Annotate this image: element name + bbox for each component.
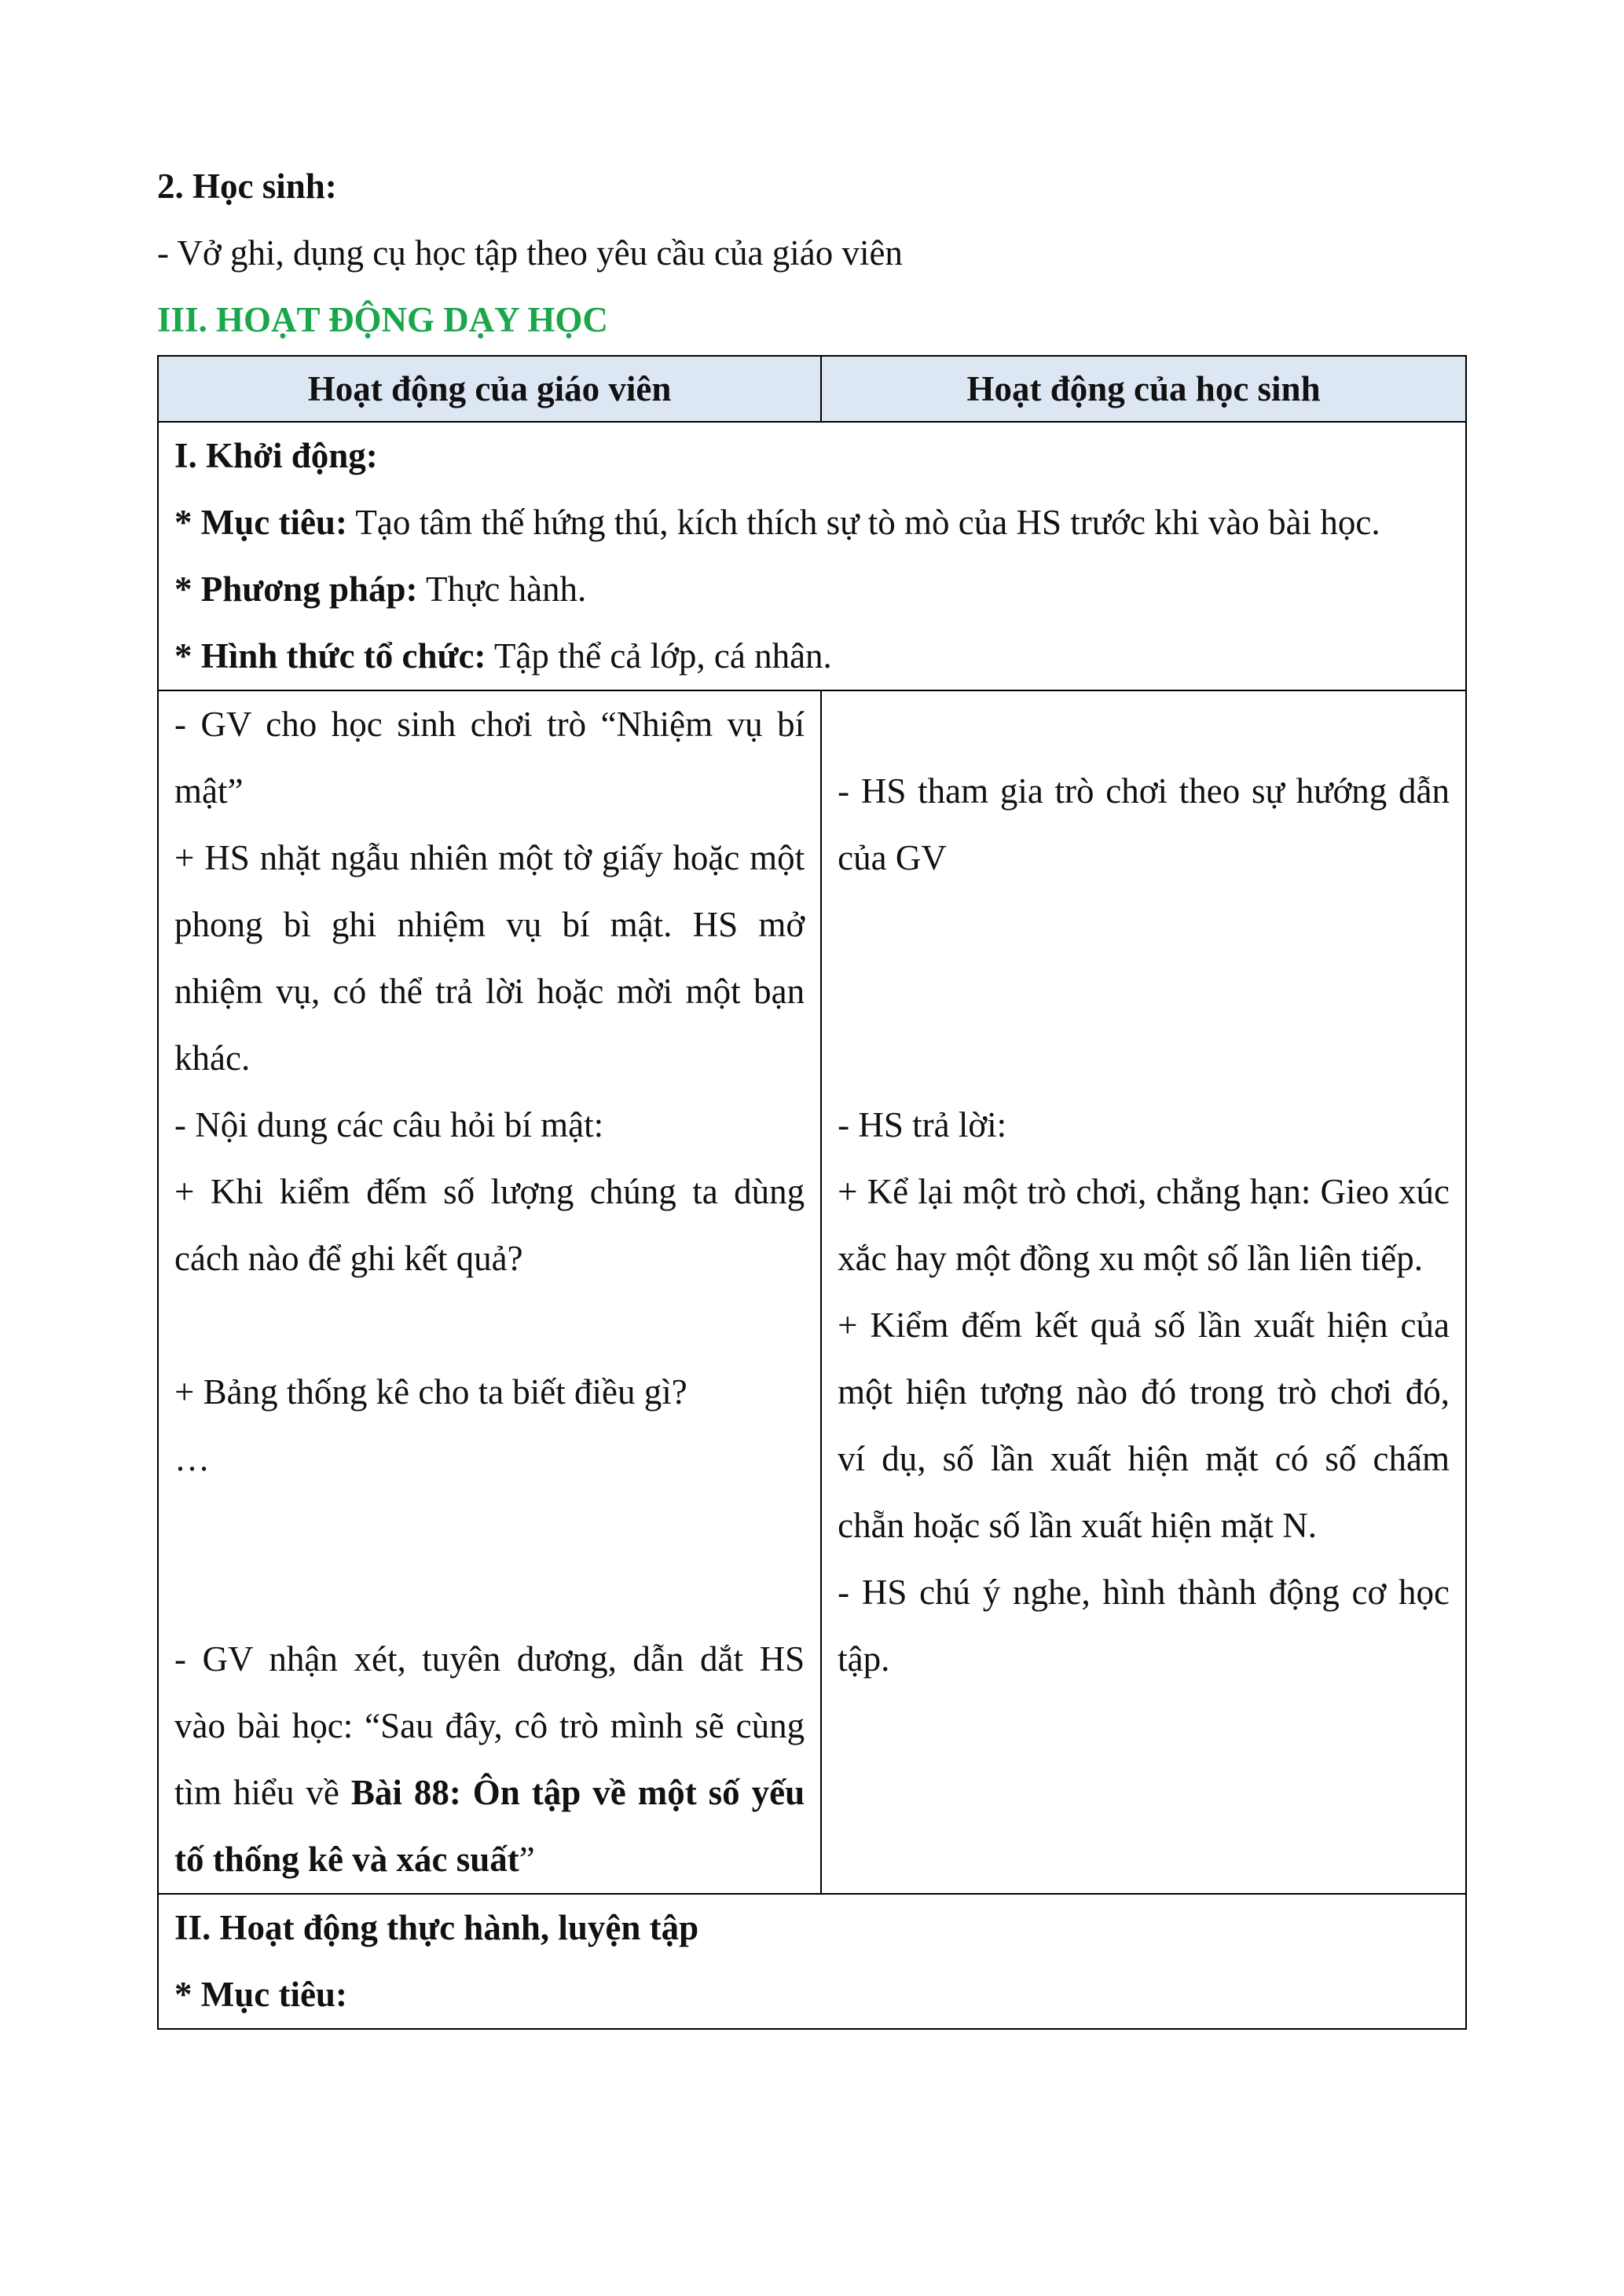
organization-label: * Hình thức tổ chức:	[174, 636, 486, 676]
conclusion-text: - GV nhận xét, tuyên dương, dẫn dắt HS vào bài học: “Sau đây, cô trò mình sẽ cùng tìm hiểu về	[174, 1639, 805, 1812]
student-column-header: Hoạt động của học sinh	[821, 356, 1466, 422]
student-step-3: - HS chú ý nghe, hình thành động cơ học tập.	[838, 1573, 1450, 1679]
part2-intro-cell	[158, 1894, 1466, 2029]
part1-organization	[174, 623, 1450, 690]
part2-goal-label: * Mục tiêu:	[174, 1975, 347, 2014]
goal-label: * Mục tiêu:	[174, 503, 347, 542]
table-header-row	[158, 356, 1466, 422]
activity-row	[158, 690, 1466, 1894]
teacher-activity-cell	[158, 690, 821, 1894]
student-answer-1: + Kể lại một trò chơi, chẳng hạn: Gieo xúc xắc hay một đồng xu một số lần liên tiếp.	[838, 1172, 1450, 1278]
teacher-step-2: + HS nhặt ngẫu nhiên một tờ giấy hoặc một phong bì ghi nhiệm vụ bí mật. HS mở nhiệm vụ, có thể trả lời hoặc mời một bạn khác.	[174, 838, 805, 1078]
lesson-title: Bài 88: Ôn tập về một số yếu tố thống kê và xác suất	[174, 1773, 805, 1879]
part2-intro-row	[158, 1894, 1466, 2029]
teacher-step-3: - Nội dung các câu hỏi bí mật:	[174, 1105, 604, 1144]
closing-quote: ”	[519, 1840, 535, 1879]
document-header	[157, 153, 1467, 353]
part2-title: II. Hoạt động thực hành, luyện tập	[174, 1908, 699, 1947]
teacher-question-2: + Bảng thống kê cho ta biết điều gì?	[174, 1372, 687, 1412]
part1-method	[174, 556, 1450, 623]
student-step-1: - HS tham gia trò chơi theo sự hướng dẫn của GV	[838, 771, 1450, 877]
method-label: * Phương pháp:	[174, 569, 418, 609]
teacher-step-conclusion	[174, 1626, 805, 1893]
part1-goal	[174, 489, 1450, 556]
organization-text: Tập thể cả lớp, cá nhân.	[486, 636, 832, 676]
section-3-title: III. HOẠT ĐỘNG DẠY HỌC	[157, 300, 608, 339]
goal-text: Tạo tâm thế hứng thú, kích thích sự tò mò của HS trước khi vào bài học.	[346, 503, 1380, 542]
part1-intro-cell	[158, 422, 1466, 690]
teacher-question-1: + Khi kiểm đếm số lượng chúng ta dùng cách nào để ghi kết quả?	[174, 1172, 805, 1278]
student-step-2: - HS trả lời:	[838, 1105, 1007, 1144]
method-text: Thực hành.	[417, 569, 587, 609]
part1-intro-row	[158, 422, 1466, 690]
activity-table	[157, 355, 1467, 2030]
student-answer-2: + Kiểm đếm kết quả số lần xuất hiện của một hiện tượng nào đó trong trò chơi đó, ví dụ, số lần xuất hiện mặt có số chấm chẵn hoặc số lần xuất hiện mặt N.	[838, 1305, 1450, 1545]
teacher-step-1: - GV cho học sinh chơi trò “Nhiệm vụ bí mật”	[174, 705, 805, 811]
student-activity-cell	[821, 690, 1466, 1894]
teacher-column-header: Hoạt động của giáo viên	[158, 356, 821, 422]
section-2-item: - Vở ghi, dụng cụ học tập theo yêu cầu của giáo viên	[157, 233, 903, 273]
part1-title: I. Khởi động:	[174, 436, 378, 475]
teacher-ellipsis: …	[174, 1439, 210, 1478]
section-2-title: 2. Học sinh:	[157, 167, 337, 206]
